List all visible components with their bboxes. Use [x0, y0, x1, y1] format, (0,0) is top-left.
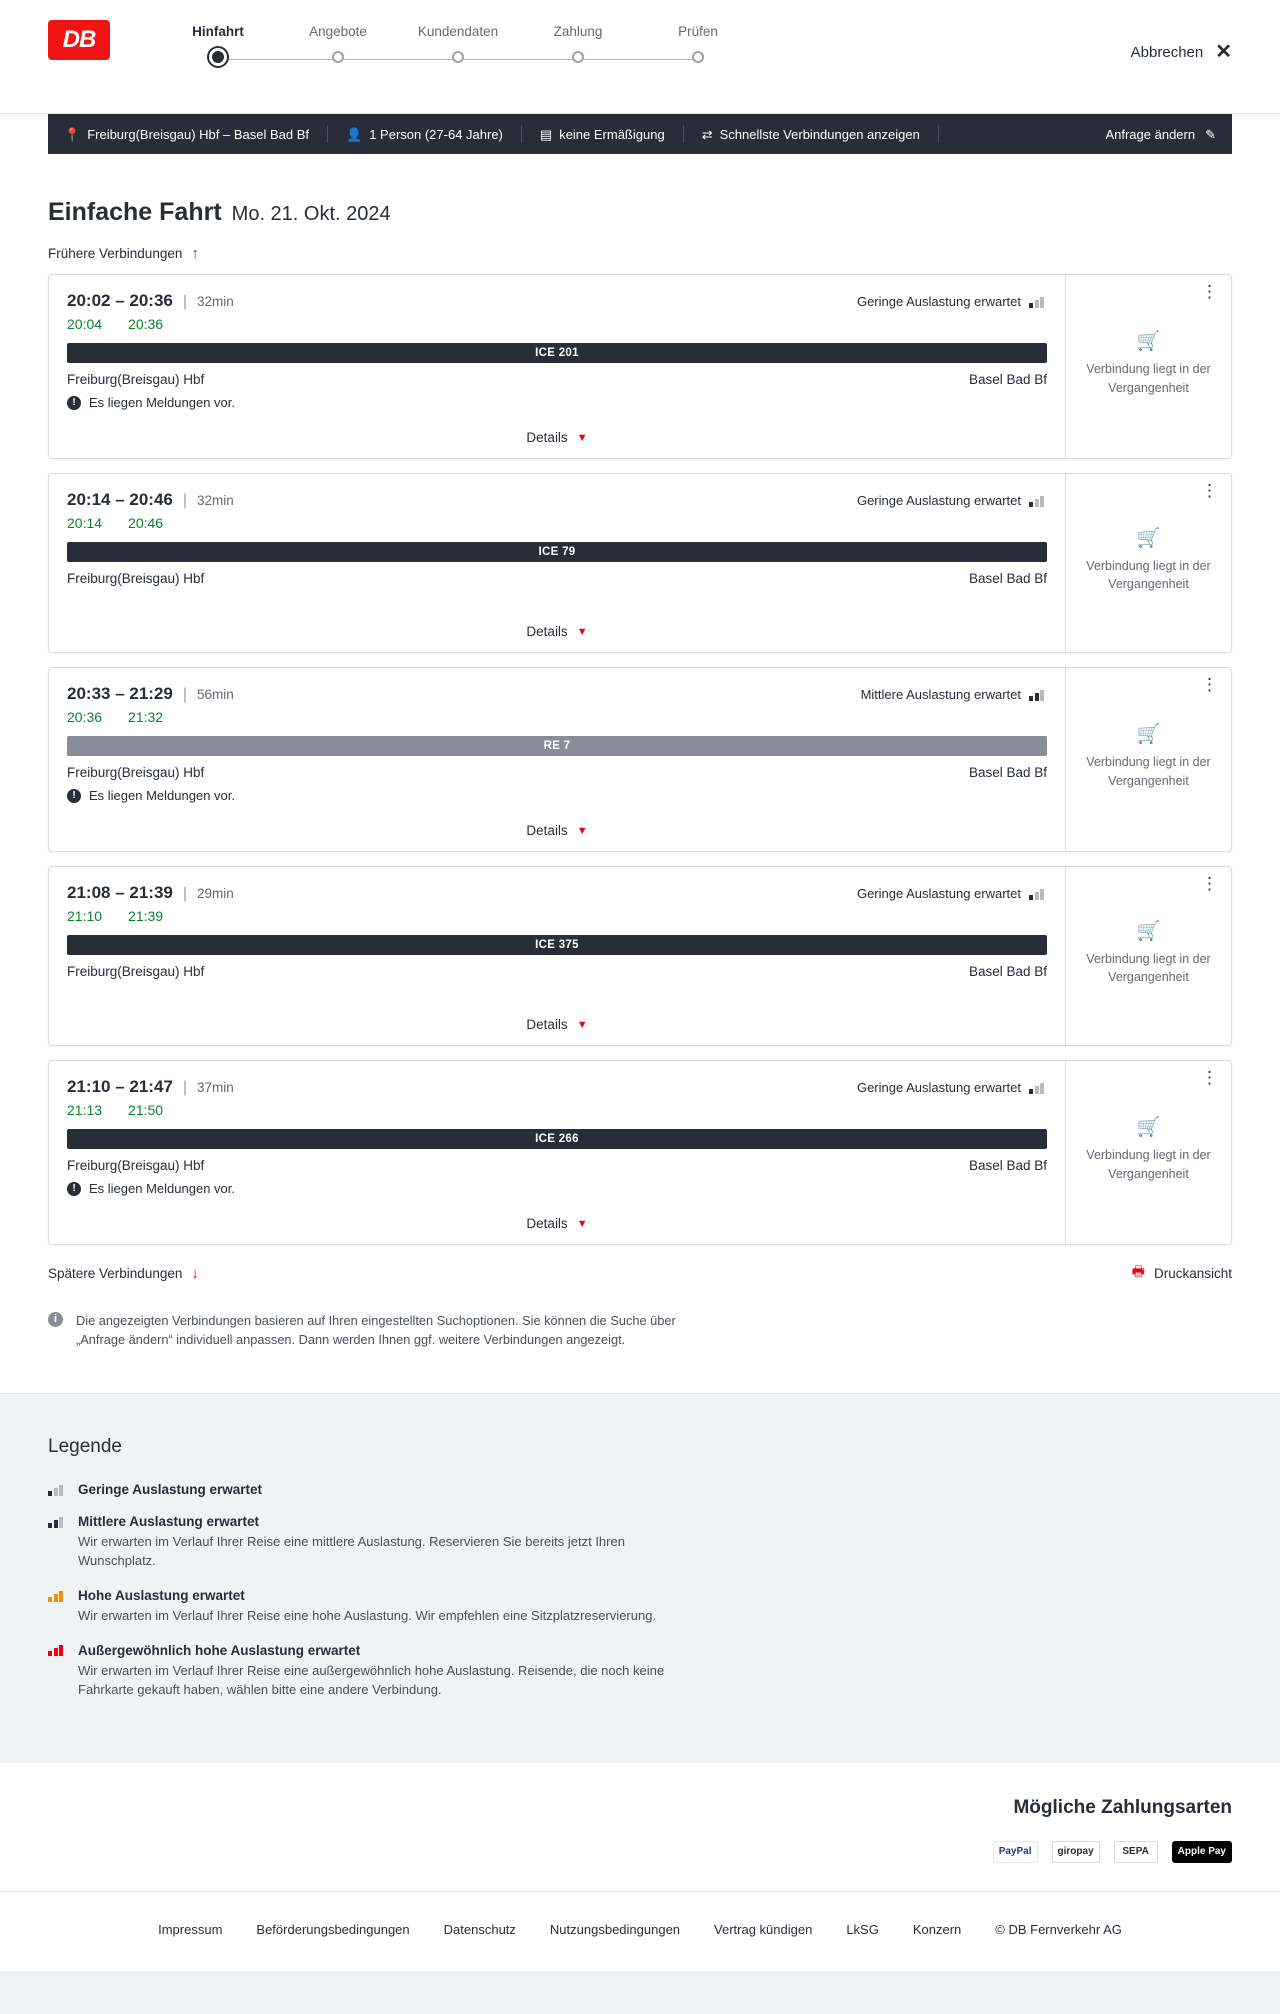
connection-utilization-label: Geringe Auslastung erwartet [856, 493, 1021, 508]
separator: | [182, 492, 188, 509]
connection-to: Basel Bad Bf [968, 1158, 1047, 1173]
legend-head [48, 1588, 1232, 1603]
printer-icon: 🖶 [1131, 1263, 1145, 1279]
connection-to: Basel Bad Bf [968, 372, 1047, 387]
connection-card[interactable] [48, 866, 1232, 1046]
footer-link-impressum[interactable]: Impressum [158, 1921, 223, 1937]
separator: | [182, 293, 188, 310]
later-connections-label: Spätere Verbindungen [48, 1265, 183, 1281]
footer-link-nutzungsbedingungen[interactable]: Nutzungsbedingungen [549, 1921, 681, 1937]
connection-duration: 29min [197, 886, 234, 901]
app-header [0, 0, 1280, 114]
page-title-row [48, 154, 1232, 227]
connection-to: Basel Bad Bf [968, 964, 1047, 979]
connection-timespan: 20:33 – 21:29 [67, 684, 173, 703]
connection-card[interactable] [48, 473, 1232, 653]
page-title: Einfache Fahrt [48, 198, 222, 226]
footer-link-lksg[interactable]: LkSG [846, 1921, 879, 1937]
step-angebote[interactable] [278, 24, 398, 63]
past-connection-label: Verbindung liegt in der Vergangenheit [1086, 362, 1211, 395]
connection-utilization-label: Mittlere Auslastung erwartet [860, 687, 1021, 702]
footer [0, 1891, 1280, 1971]
utilization-bars-icon [48, 1484, 66, 1496]
warning-icon: ! [67, 1182, 81, 1196]
train-bar: ICE 266 [67, 1129, 1047, 1149]
utilization-bars-icon [48, 1590, 66, 1602]
step-zahlung[interactable] [518, 24, 638, 63]
warning-icon: ! [67, 789, 81, 803]
connection-realtimes [67, 908, 1047, 924]
details-toggle[interactable] [67, 610, 1047, 652]
connection-card-main [49, 275, 1065, 458]
connection-stations [67, 1158, 1047, 1173]
connection-duration: 56min [197, 687, 234, 702]
connection-header [67, 684, 1047, 704]
legend-description: Wir erwarten im Verlauf Ihrer Reise eine außergewöhnlich hohe Auslastung. Reisende, die noch keine Fahrkarte gekauft haben, wählen bitte eine andere Verbindung. [78, 1662, 665, 1697]
applepay-icon: Apple Pay [1172, 1841, 1232, 1863]
earlier-connections-button[interactable] [48, 245, 1232, 262]
list-footer-row [48, 1261, 1232, 1285]
footer-link-datenschutz[interactable]: Datenschutz [443, 1921, 516, 1937]
step-kundendaten-label: Kundendaten [417, 24, 499, 39]
legend-head [48, 1514, 1232, 1529]
connection-realtimes [67, 1102, 1047, 1118]
arrow-down-icon: ↓ [191, 1264, 199, 1282]
connection-utilization [861, 687, 1047, 702]
chevron-down-icon: ▼ [576, 1217, 588, 1230]
print-view-label: Druckansicht [1153, 1265, 1232, 1281]
legend-label: Mittlere Auslastung erwartet [78, 1514, 260, 1530]
connection-card-side [1065, 275, 1231, 458]
step-zahlung-dot [572, 51, 584, 63]
booking-stepper [158, 24, 758, 63]
connection-card-side [1065, 668, 1231, 851]
connection-timespan: 21:10 – 21:47 [67, 1077, 173, 1096]
person-icon: 👤 [346, 126, 363, 142]
connection-arrival-time: 21:39 [128, 908, 164, 924]
connection-header [67, 291, 1047, 311]
summary-passengers-label: 1 Person (27-64 Jahre) [369, 126, 503, 142]
connection-duration: 37min [197, 1080, 234, 1095]
connection-utilization [857, 294, 1047, 309]
connection-timespan: 20:02 – 20:36 [67, 291, 173, 310]
connection-utilization-label: Geringe Auslastung erwartet [856, 886, 1021, 901]
legend-item-very-high [48, 1643, 1232, 1700]
chevron-down-icon: ▼ [576, 431, 588, 444]
stepper-steps [158, 24, 758, 63]
past-connection-label: Verbindung liegt in der Vergangenheit [1086, 558, 1211, 591]
connection-message-label: Es liegen Meldungen vor. [89, 788, 235, 803]
summary-route [64, 125, 328, 143]
connection-stations [67, 571, 1047, 586]
train-bar: ICE 375 [67, 935, 1047, 955]
connection-utilization [857, 493, 1047, 508]
connection-departure-time: 21:13 [67, 1102, 103, 1118]
connection-realtimes [67, 515, 1047, 531]
later-connections-button[interactable] [48, 1265, 199, 1282]
connection-duration: 32min [197, 294, 234, 309]
summary-passengers [346, 125, 522, 143]
legend-label: Außergewöhnlich hohe Auslastung erwartet [78, 1642, 361, 1658]
utilization-bars-icon [1029, 296, 1047, 308]
search-summary-bar [48, 114, 1232, 154]
connection-realtimes [67, 316, 1047, 332]
utilization-bars-icon [48, 1516, 66, 1528]
step-hinfahrt-label: Hinfahrt [192, 24, 244, 39]
search-info-note [48, 1311, 708, 1393]
connection-card[interactable] [48, 1060, 1232, 1245]
connection-arrival-time: 21:50 [128, 1102, 164, 1118]
earlier-connections-label: Frühere Verbindungen [48, 246, 183, 261]
connection-arrival-time: 21:32 [128, 709, 164, 725]
arrow-up-icon: ↑ [191, 245, 199, 262]
utilization-bars-icon [1029, 495, 1047, 507]
connection-departure-time: 20:04 [67, 316, 103, 332]
legend-item-high [48, 1588, 1232, 1626]
giropay-icon: giropay [1052, 1841, 1100, 1863]
step-pruefen[interactable] [638, 24, 758, 63]
connection-card-main [49, 1061, 1065, 1244]
connection-stations [67, 964, 1047, 979]
connection-from: Freiburg(Breisgau) Hbf [67, 372, 205, 387]
connection-timespan: 20:14 – 20:46 [67, 490, 173, 509]
details-label: Details [526, 624, 568, 639]
connection-arrival-time: 20:36 [128, 316, 164, 332]
connection-to: Basel Bad Bf [968, 571, 1047, 586]
connection-departure-time: 20:14 [67, 515, 103, 531]
more-options-icon[interactable]: ⋮ [1201, 675, 1219, 694]
warning-icon: ! [67, 396, 81, 410]
more-options-icon[interactable]: ⋮ [1201, 1068, 1219, 1087]
connection-card[interactable] [48, 667, 1232, 852]
print-view-button[interactable] [1132, 1261, 1232, 1285]
legend-description: Wir erwarten im Verlauf Ihrer Reise eine mittlere Auslastung. Reservieren Sie bereits jetzt Ihren Wunschplatz. [78, 1534, 625, 1569]
connection-arrival-time: 20:46 [128, 515, 164, 531]
cancel-button-label: Abbrechen [1130, 43, 1204, 61]
swap-icon: ⇄ [701, 126, 713, 142]
step-angebote-dot [332, 51, 344, 63]
connection-realtimes [67, 709, 1047, 725]
info-icon: i [48, 1312, 63, 1327]
edit-request-button[interactable] [1105, 127, 1216, 142]
details-toggle[interactable] [67, 809, 1047, 851]
sepa-icon: SEPA [1114, 1841, 1158, 1863]
separator: | [182, 1079, 188, 1096]
step-angebote-label: Angebote [309, 24, 367, 39]
footer-link-befoerderungsbedingungen[interactable]: Beförderungsbedingungen [256, 1921, 410, 1937]
legend-section [0, 1393, 1280, 1762]
chevron-down-icon: ▼ [576, 1018, 588, 1031]
connection-card-side [1065, 474, 1231, 652]
legend-head [48, 1482, 1232, 1497]
card-icon: ▤ [539, 126, 553, 142]
search-info-text: Die angezeigten Verbindungen basieren auf Ihren eingestellten Suchoptionen. Sie können die Suche über „Anfrage ändern“ individuell anpassen. Dann werden Ihnen ggf. weitere Verbindungen angezeigt. [76, 1313, 676, 1348]
legend-label: Hohe Auslastung erwartet [78, 1588, 245, 1604]
cancel-button[interactable] [1131, 42, 1232, 62]
connection-utilization [857, 1080, 1047, 1095]
connection-card-side [1065, 1061, 1231, 1244]
details-label: Details [526, 823, 568, 838]
cart-disabled-icon: 🛒 [1136, 527, 1161, 549]
payment-methods-title: Mögliche Zahlungsarten [1013, 1796, 1232, 1818]
connection-from: Freiburg(Breisgau) Hbf [67, 765, 205, 780]
connection-timespan: 21:08 – 21:39 [67, 883, 173, 902]
past-connection-label: Verbindung liegt in der Vergangenheit [1086, 755, 1211, 788]
connection-departure-time: 20:36 [67, 709, 103, 725]
chevron-down-icon: ▼ [576, 824, 588, 837]
connection-header [67, 1077, 1047, 1097]
footer-link-konzern[interactable]: Konzern [912, 1921, 962, 1937]
connection-message [67, 788, 1047, 803]
details-toggle[interactable] [67, 1003, 1047, 1045]
step-zahlung-label: Zahlung [553, 24, 603, 39]
connection-card-main [49, 474, 1065, 652]
connection-card-main [49, 668, 1065, 851]
connection-stations [67, 372, 1047, 387]
footer-copyright: © DB Fernverkehr AG [995, 1921, 1122, 1937]
legend-description: Wir erwarten im Verlauf Ihrer Reise eine hohe Auslastung. Wir empfehlen eine Sitzplatzreservierung. [78, 1608, 657, 1624]
close-icon: ✕ [1215, 41, 1232, 63]
connection-message-label: Es liegen Meldungen vor. [89, 395, 235, 410]
separator: | [182, 686, 188, 703]
pencil-icon: ✎ [1205, 126, 1216, 142]
cart-disabled-icon: 🛒 [1136, 331, 1161, 353]
summary-fastest-label: Schnellste Verbindungen anzeigen [719, 126, 920, 142]
utilization-bars-icon [48, 1644, 66, 1656]
step-hinfahrt-dot [212, 51, 224, 63]
connection-card-side [1065, 867, 1231, 1045]
summary-fastest [702, 125, 939, 143]
cart-disabled-icon: 🛒 [1136, 1117, 1161, 1139]
step-kundendaten[interactable] [398, 24, 518, 63]
connection-stations [67, 765, 1047, 780]
edit-request-label: Anfrage ändern [1105, 126, 1196, 142]
connection-card-main [49, 867, 1065, 1045]
step-pruefen-label: Prüfen [678, 24, 718, 39]
chevron-down-icon: ▼ [576, 625, 588, 638]
details-toggle[interactable] [67, 1202, 1047, 1244]
connection-card[interactable] [48, 274, 1232, 459]
payment-methods-list [48, 1841, 1232, 1863]
legend-head [48, 1643, 1232, 1658]
more-options-icon[interactable]: ⋮ [1201, 481, 1219, 500]
past-connection-label: Verbindung liegt in der Vergangenheit [1086, 951, 1211, 984]
location-pin-icon: 📍 [64, 126, 81, 142]
connection-to: Basel Bad Bf [968, 765, 1047, 780]
connection-from: Freiburg(Breisgau) Hbf [67, 964, 205, 979]
connection-utilization-label: Geringe Auslastung erwartet [856, 1080, 1021, 1095]
train-bar: ICE 201 [67, 343, 1047, 363]
connection-utilization-label: Geringe Auslastung erwartet [856, 294, 1021, 309]
legend-title: Legende [48, 1436, 122, 1458]
connection-header [67, 883, 1047, 903]
more-options-icon[interactable]: ⋮ [1201, 282, 1219, 301]
payment-methods-section [0, 1763, 1280, 1891]
legend-item-low [48, 1482, 1232, 1497]
footer-link-vertrag-kuendigen[interactable]: Vertrag kündigen [714, 1921, 813, 1937]
connection-duration: 32min [197, 493, 234, 508]
summary-route-label: Freiburg(Breisgau) Hbf – Basel Bad Bf [87, 126, 310, 142]
main-content [0, 154, 1280, 1393]
utilization-bars-icon [1029, 689, 1047, 701]
train-bar: ICE 79 [67, 542, 1047, 562]
step-pruefen-dot [692, 51, 704, 63]
connection-from: Freiburg(Breisgau) Hbf [67, 1158, 205, 1173]
separator: | [182, 885, 188, 902]
summary-discount-label: keine Ermäßigung [559, 126, 665, 142]
connection-from: Freiburg(Breisgau) Hbf [67, 571, 205, 586]
past-connection-label: Verbindung liegt in der Vergangenheit [1086, 1148, 1211, 1181]
connection-message [67, 395, 1047, 410]
utilization-bars-icon [1029, 888, 1047, 900]
connection-departure-time: 21:10 [67, 908, 103, 924]
legend-label: Geringe Auslastung erwartet [78, 1482, 263, 1498]
paypal-icon: PayPal [993, 1841, 1038, 1863]
connection-header [67, 490, 1047, 510]
details-label: Details [526, 1216, 568, 1231]
utilization-bars-icon [1029, 1082, 1047, 1094]
cart-disabled-icon: 🛒 [1136, 920, 1161, 942]
travel-date: Mo. 21. Okt. 2024 [231, 203, 391, 225]
connection-list [48, 274, 1232, 1245]
step-kundendaten-dot [452, 51, 464, 63]
details-toggle[interactable] [67, 416, 1047, 458]
connection-utilization [857, 886, 1047, 901]
db-logo: DB [48, 20, 110, 60]
details-label: Details [526, 430, 568, 445]
train-bar: RE 7 [67, 736, 1047, 756]
summary-discount [540, 125, 684, 143]
connection-message [67, 1181, 1047, 1196]
more-options-icon[interactable]: ⋮ [1201, 874, 1219, 893]
step-hinfahrt[interactable] [158, 24, 278, 63]
legend-item-medium [48, 1514, 1232, 1571]
cart-disabled-icon: 🛒 [1136, 724, 1161, 746]
connection-message-label: Es liegen Meldungen vor. [89, 1181, 235, 1196]
details-label: Details [526, 1017, 568, 1032]
